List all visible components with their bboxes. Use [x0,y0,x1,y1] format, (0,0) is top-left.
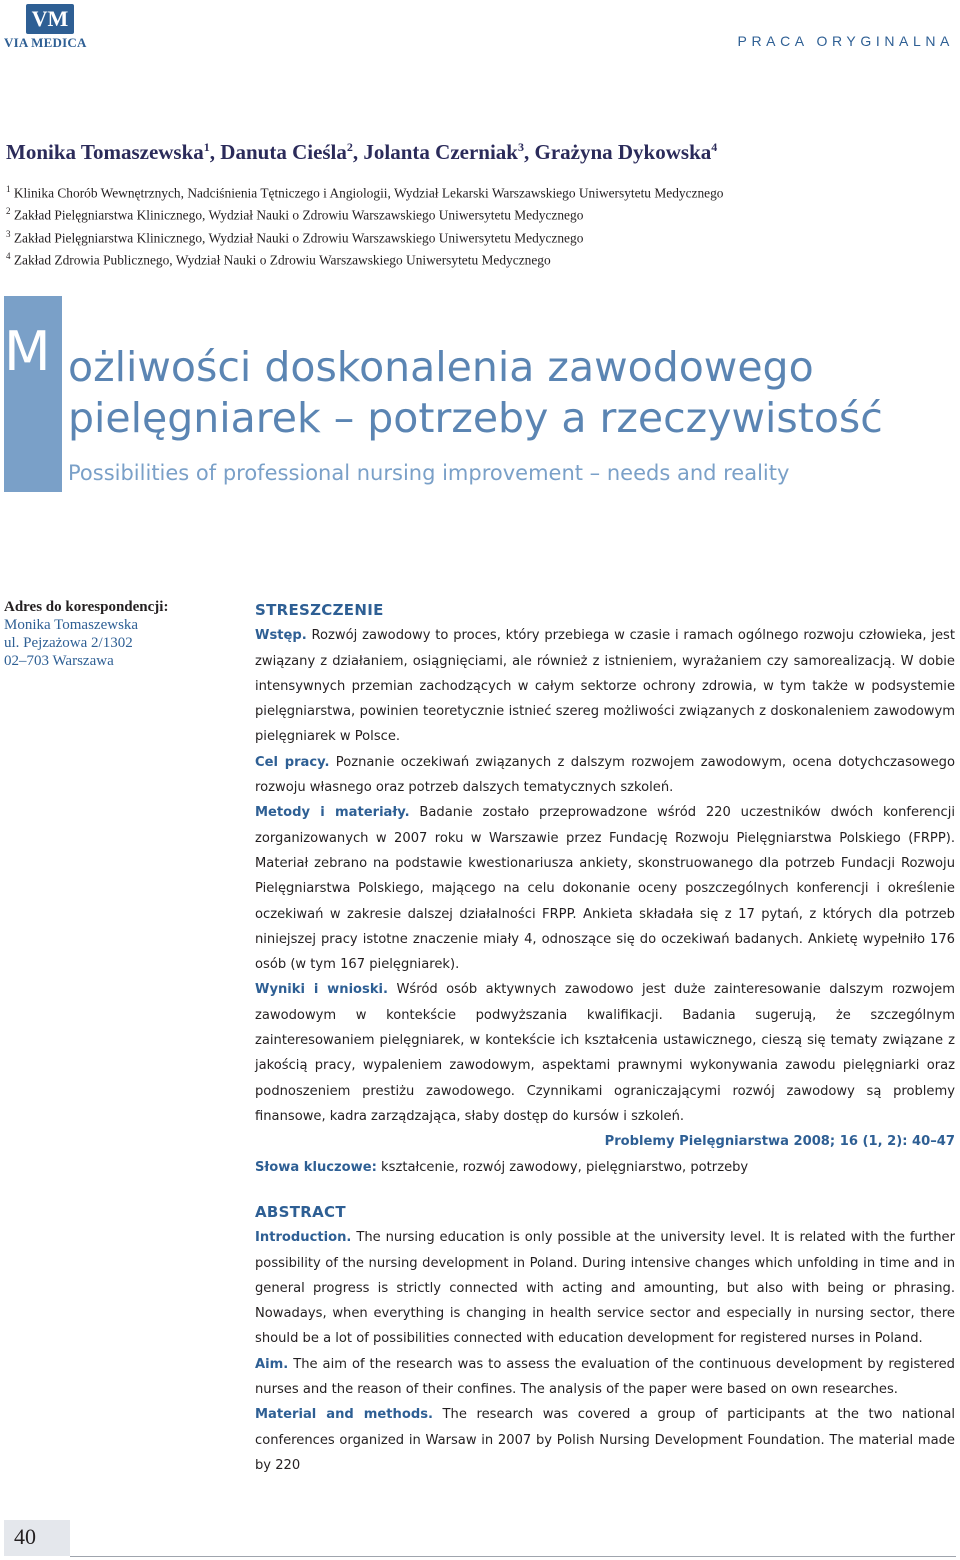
streszczenie-paragraph [255,623,955,749]
correspondence-label: Adres do korespondencji: [4,599,169,615]
article-title-line-2: pielęgniarek – potrzeby a rzeczywistość [68,394,883,442]
paragraph-lead: Material and methods. [255,1407,433,1423]
paragraph-lead: Metody i materiały. [255,805,410,821]
abstract-paragraph [255,1225,955,1351]
footer-divider [70,1556,956,1557]
streszczenie-paragraph [255,977,955,1129]
streszczenie-section [255,598,955,1180]
affiliation-item: $^1$ Klinika Chorób Wewnętrznych, Nadciśnienia Tętniczego i Angiologii, Wydział Lekarski Warszawskiego Uniwersytetu Medycznego [6,184,724,201]
affiliation-item: $^2$ Zakład Pielęgniarstwa Klinicznego, Wydział Nauki o Zdrowiu Warszawskiego Uniwersytetu Medycznego [6,206,584,223]
journal-reference: Problemy Pielęgniarstwa 2008; 16 (1, 2): 40–47 [604,1134,955,1150]
paragraph-lead: Cel pracy. [255,754,330,770]
paragraph-text: The aim of the research was to assess the evaluation of the continuous development by registered nurses and the reason of their confines. The analysis of the paper were based on own researches. [255,1356,955,1398]
paragraph-text: Wśród osób aktywnych zawodowo jest duże zainteresowanie dalszym rozwojem zawodowym w kontekście podwyższania kwalifikacji. Badania sugerują, że szczególnym zainteresowaniem pielęgniarek, w kontekście ich kształcenia ustawicznego, cieszą się tematy związane z jakością pracy, wypaleniem zawodowym, aspektami prawnymi wykonywania zawodu pielęgniarki oraz podnoszeniem prestiżu zawodowego. Czynnikami ograniczającymi rozwój zawodowy są problemy finansowe, kadra zarządzająca, słaby dostęp do kursów i szkoleń. [255,982,955,1124]
paragraph-text: Poznanie oczekiwań związanych z dalszym rozwojem zawodowym, ocena dotychczasowego rozwoju własnego oraz potrzeb dalszych tematycznych szkoleń. [255,754,955,796]
paragraph-text: The research was covered a group of participants at the two national conferences organized in Warsaw in 2007 by Polish Nursing Development Foundation. The material made by 220 [255,1407,955,1473]
affiliation-list [6,180,724,270]
abstract-paragraph [255,1402,955,1478]
paragraph-text: Badanie zostało przeprowadzone wśród 220 uczestników dwóch konferencji zorganizowanych w 2007 roku w Warszawie przez Fundację Rozwoju Pielęgniarstwa Polskiego (FRPP). Materiał zebrano na podstawie kwestionariusza ankiety, skonstruowanego dla potrzeb Fundacji Rozwoju Pielęgniarstwa Polskiego, mającego na celu dokonanie oceny poszczególnych konferencji i określenie oczekiwań w zakresie dalszej działalności FRPP. Ankieta składała się z 17 pytań, z których dla potrzeb niniejszej pracy istotne znaczenie miały 4, odnoszące się do oczekiwań badanych. Ankietę wypełniło 176 osób (w tym 167 pielęgniarek). [255,805,955,973]
paragraph-lead: Introduction. [255,1230,352,1246]
page-number: 40 [14,1524,36,1549]
streszczenie-paragraph [255,800,955,977]
keywords [255,1155,955,1180]
affiliation-item: $^4$ Zakład Zdrowia Publicznego, Wydział Nauki o Zdrowiu Warszawskiego Uniwersytetu Medycznego [6,251,551,268]
logo-text: VIA MEDICA [4,35,87,50]
author-affiliation-number: 2 [346,140,353,154]
streszczenie-paragraph [255,750,955,801]
affiliation-item: $^3$ Zakład Pielęgniarstwa Klinicznego, Wydział Nauki o Zdrowiu Warszawskiego Uniwersytetu Medycznego [6,228,584,246]
keywords-text: kształcenie, rozwój zawodowy, pielęgniarstwo, potrzeby [376,1159,749,1175]
title-initial: M [4,320,51,383]
author-name: Danuta Cieśla [220,140,347,164]
paragraph-lead: Aim. [255,1356,289,1372]
paragraph-text: The nursing education is only possible at the university level. It is related with the further possibility of the nursing development in Poland. During intensive changes which unfolding in time and in general progress is strictly connected with acting and amounting, but also with being or phrasing. Nowadays, when everything is changing in health service sector and especially in nursing sector, there should be a lot of possibilities connected with education development for registered nurses in Poland. [255,1230,955,1347]
paragraph-text: Rozwój zawodowy to proces, który przebiega w czasie i ramach ogólnego rozwoju człowieka, jest związany z działaniem, osiągnięciami, ale również z istnieniem, wyrażaniem czy samorealizacją. W dobie intensywnych przemian zachodzących w całym sektorze ochrony zdrowia, w tym także w podsystemie pielęgniarstwa, powinien teoretycznie istnieć szereg możliwości związanych z doskonaleniem zawodowym pielęgniarek w Polsce. [255,628,955,745]
author-affiliation-number: 3 [517,140,524,154]
paragraph-lead: Wyniki i wnioski. [255,982,389,998]
streszczenie-heading: STRESZCZENIE [255,601,384,619]
author-affiliation-number: 4 [711,140,718,154]
abstract-heading: ABSTRACT [255,1203,346,1221]
abstract-section [255,1200,955,1478]
section-label: PRACA ORYGINALNA [737,33,954,49]
abstract-paragraph [255,1352,955,1403]
correspondence-line: 02–703 Warszawa [4,653,114,669]
author-name: Monika Tomaszewska [6,140,204,164]
logo-mark: VM [26,4,74,34]
article-title-line-1: ożliwości doskonalenia zawodowego [68,343,814,391]
author-name: Grażyna Dykowska [534,140,712,164]
author-name: Jolanta Czerniak [363,140,518,164]
publisher-logo [4,4,96,48]
keywords-label: Słowa kluczowe: [255,1159,377,1175]
correspondence-line: Monika Tomaszewska [4,617,139,633]
author-affiliation-number: 1 [203,140,210,154]
correspondence-address [4,598,234,670]
article-subtitle: Possibilities of professional nursing improvement – needs and reality [68,461,790,485]
author-list: Monika Tomaszewska$^1$, Danuta Cieśla$^2$, Jolanta Czerniak$^3$, Grażyna Dykowska$^4$ [6,140,718,164]
correspondence-line: ul. Pejzażowa 2/1302 [4,635,133,651]
paragraph-lead: Wstęp. [255,628,307,644]
